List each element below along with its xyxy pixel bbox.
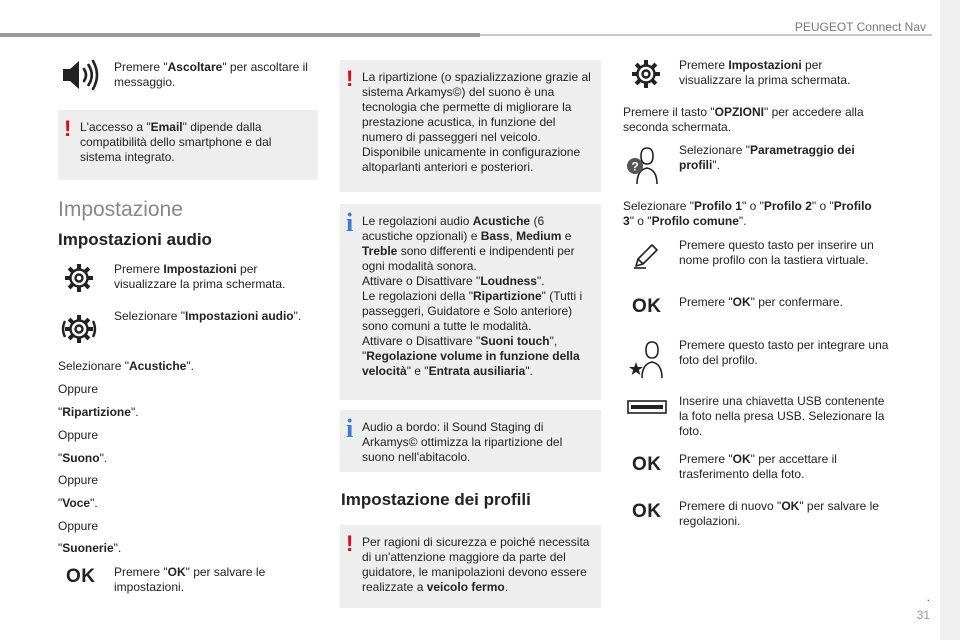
profile-step-10: Premere di nuovo "OK" per salvare le regolazioni. <box>679 499 879 528</box>
email-warning-box <box>58 110 318 180</box>
safety-warning-box <box>340 525 601 608</box>
profile-step-1: Premere Impostazioni per visualizzare la prima schermata. <box>679 58 851 87</box>
listen-instruction: Premere "Ascoltare" per ascoltare il messaggio. <box>114 60 308 89</box>
gear-icon <box>630 58 662 90</box>
option-suonerie: "Suonerie". <box>58 541 122 555</box>
warning-icon: ! <box>346 66 354 91</box>
or-text: Oppure <box>58 519 99 533</box>
profile-photo-icon <box>628 340 668 380</box>
audio-settings-gear-icon <box>60 312 98 346</box>
ok-save-instruction: Premere "OK" per salvare le impostazioni. <box>114 565 266 594</box>
page-dot: . <box>926 590 930 604</box>
warning-icon: ! <box>346 531 354 556</box>
sound-staging-info-box <box>340 410 601 472</box>
warning-icon: ! <box>64 116 72 141</box>
audio-info-text: Le regolazioni audio Acustiche (6 acustiche opzionali) e Bass, Medium e Treble sono differenti e indipendenti per ogni modalità sonora. Attivare o Disattivare "Loudness". Le regolazioni della "Ripartizione" (Tutti i passeggeri, Guidatore e Solo anteriore) sono comuni a tutte le modalità. Attivare o Disattivare "Suoni touch", "Regolazione volume in funzione della velocità" e "Entrata ausiliaria". <box>362 214 583 378</box>
svg-text:?: ? <box>631 159 639 174</box>
or-text: Oppure <box>58 473 99 487</box>
option-suono: "Suono". <box>58 451 108 465</box>
usb-slot-icon <box>627 400 667 414</box>
option-ripartizione: "Ripartizione". <box>58 405 139 419</box>
section-title: Impostazione <box>58 198 183 221</box>
profile-step-4: Selezionare "Profilo 1" o "Profilo 2" o "Profilo 3" o "Profilo comune". <box>623 199 872 228</box>
option-voce: "Voce". <box>58 496 98 510</box>
profile-step-9: Premere "OK" per accettare il trasferimento della foto. <box>679 452 837 481</box>
or-text: Oppure <box>58 428 99 442</box>
audio-step-2: Selezionare "Impostazioni audio". <box>114 309 302 323</box>
speaker-icon <box>60 58 100 92</box>
email-warning-text: L'accesso a "Email" dipende dalla compatibilità dello smartphone e dal sistema integrato. <box>80 120 272 164</box>
audio-info-box <box>340 204 601 400</box>
audio-step-1: Premere Impostazioni per visualizzare la prima schermata. <box>114 262 286 291</box>
select-acoustics: Selezionare "Acustiche". <box>58 359 194 373</box>
profiles-title: Impostazione dei profili <box>341 490 531 509</box>
ok-icon: OK <box>632 501 662 522</box>
info-icon: i <box>346 414 354 443</box>
profile-step-2: Premere il tasto "OPZIONI" per accedere alla seconda schermata. <box>623 105 864 134</box>
profile-step-7: Premere questo tasto per integrare una foto del profilo. <box>679 338 889 367</box>
profile-step-3: Selezionare "Parametraggio dei profili". <box>679 143 855 172</box>
or-text: Oppure <box>58 382 99 396</box>
profile-question-icon <box>625 146 665 186</box>
ok-icon: OK <box>632 296 662 317</box>
pencil-icon <box>630 240 662 272</box>
profile-step-6: Premere "OK" per confermare. <box>679 295 843 309</box>
info-icon: i <box>346 208 354 237</box>
profile-step-5: Premere questo tasto per inserire un nome profilo con la tastiera virtuale. <box>679 238 874 267</box>
ripartizione-warning-box <box>340 60 601 192</box>
page-number: 31 <box>916 608 930 622</box>
profile-step-8: Inserire una chiavetta USB contenente la foto nella presa USB. Selezionare la foto. <box>679 394 885 438</box>
header-brand: PEUGEOT Connect Nav <box>794 20 926 34</box>
safety-warning-text: Per ragioni di sicurezza e poiché necessita di un'attenzione maggiore da parte del guidatore, le manipolazioni devono essere realizzate a veicolo fermo. <box>362 535 590 594</box>
gear-icon <box>63 262 95 294</box>
ok-icon: OK <box>66 566 96 587</box>
ripartizione-warning-text: La ripartizione (o spazializzazione grazie al sistema Arkamys©) del suono è una tecnologia che permette di migliorare la prestazione acustica, in funzione del numero di passeggeri nel veicolo. Disponibile unicamente in configurazione altoparlanti anteriori e posteriori. <box>362 70 591 174</box>
page-edge-strip <box>940 0 960 640</box>
ok-icon: OK <box>632 454 662 475</box>
audio-settings-title: Impostazioni audio <box>58 230 212 249</box>
sound-staging-text: Audio a bordo: il Sound Staging di Arkamys© ottimizza la ripartizione del suono nell'abitacolo. <box>362 420 563 464</box>
header-rule <box>0 33 480 37</box>
